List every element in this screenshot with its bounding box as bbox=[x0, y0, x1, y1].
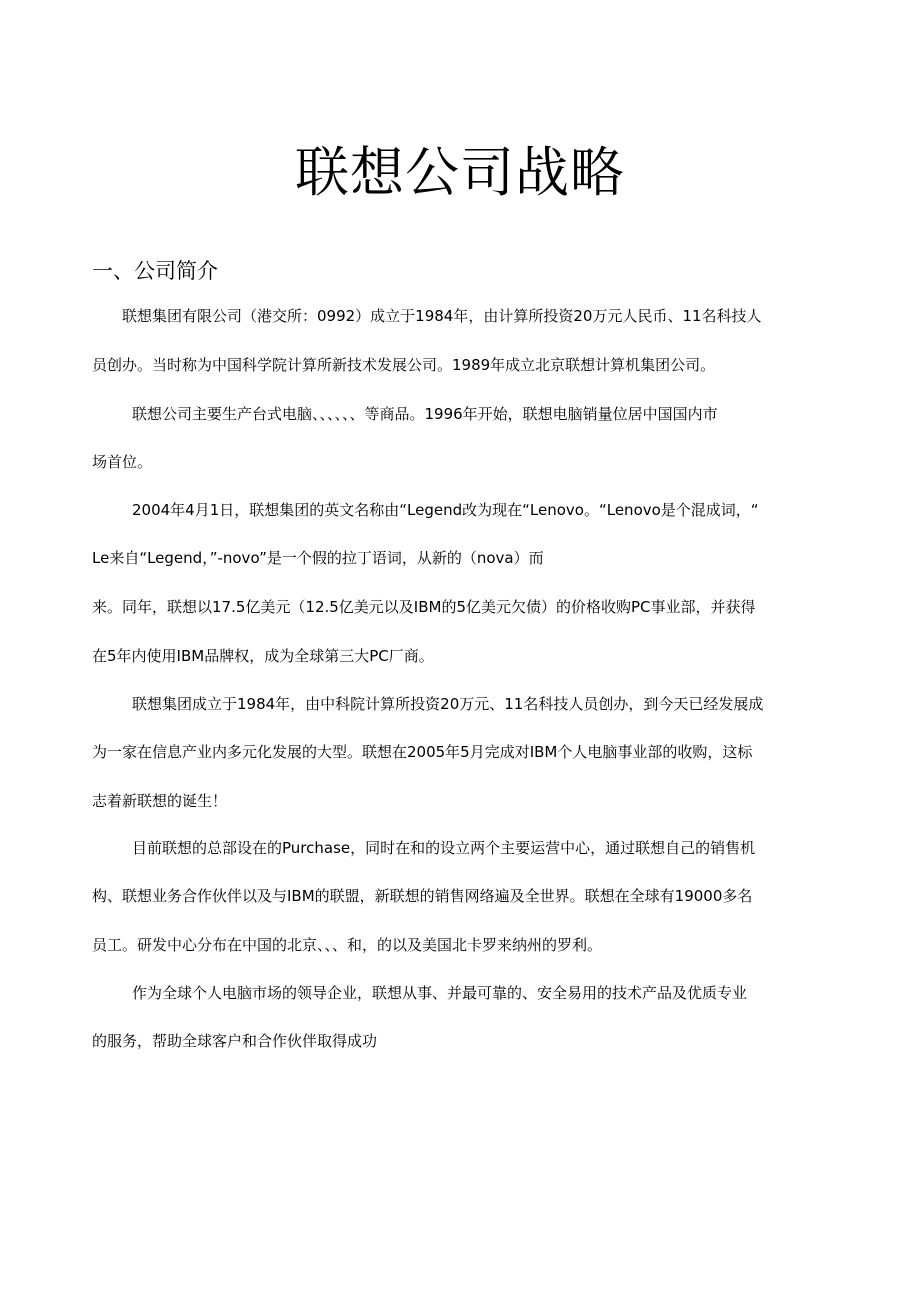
text-line: Le来自“Legend，”-novo”是一个假的拉丁语词，从新的（nova）而 bbox=[92, 549, 544, 567]
text-line: 为一家在信息产业内多元化发展的大型。联想在2005年5月完成对IBM个人电脑事业部的收购，这标 bbox=[92, 743, 753, 761]
section-heading-company-profile: 一、公司简介 bbox=[92, 259, 218, 283]
text-line: 员工。研发中心分布在中国的北京、、、和，的以及美国北卡罗来纳州的罗利。 bbox=[92, 936, 603, 954]
text-line: 构、联想业务合作伙伴以及与IBM的联盟，新联想的销售网络遍及全世界。联想在全球有19000多名 bbox=[92, 887, 753, 905]
text-line: 来。同年，联想以17.5亿美元（12.5亿美元以及IBM的5亿美元欠债）的价格收购PC事业部，并获得 bbox=[92, 598, 756, 616]
text-line: 志着新联想的诞生！ bbox=[92, 792, 228, 810]
document-title: 联想公司战略 bbox=[295, 141, 625, 204]
text-line: 联想集团有限公司（港交所：0992）成立于1984年，由计算所投资20万元人民币、11名科技人 bbox=[122, 307, 762, 325]
text-line: 2004年4月1日，联想集团的英文名称由“Legend改为现在“Lenovo。“Lenovo是个混成词，“ bbox=[132, 501, 759, 519]
text-line: 在5年内使用IBM品牌权，成为全球第三大PC厂商。 bbox=[92, 647, 434, 665]
text-line: 场首位。 bbox=[92, 453, 153, 471]
text-line: 的服务，帮助全球客户和合作伙伴取得成功 bbox=[92, 1032, 378, 1050]
text-line: 联想集团成立于1984年，由中科院计算所投资20万元、11名科技人员创办，到今天已经发展成 bbox=[132, 695, 764, 713]
text-line: 员创办。当时称为中国科学院计算所新技术发展公司。1989年成立北京联想计算机集团公司。 bbox=[92, 356, 716, 374]
text-line: 联想公司主要生产台式电脑、、、、、、等商品。1996年开始，联想电脑销量位居中国国内市 bbox=[132, 405, 718, 423]
text-line: 目前联想的总部设在的Purchase，同时在和的设立两个主要运营中心，通过联想自己的销售机 bbox=[132, 839, 756, 857]
text-line: 作为全球个人电脑市场的领导企业，联想从事、并最可靠的、安全易用的技术产品及优质专业 bbox=[132, 984, 748, 1002]
